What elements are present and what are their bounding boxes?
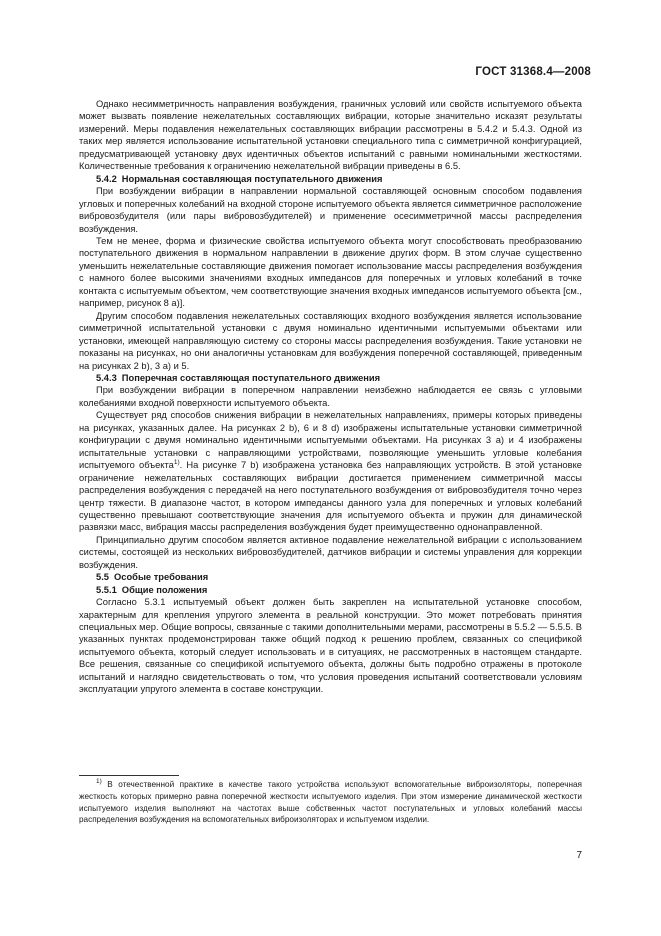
page-number: 7 [576, 850, 582, 861]
footnote-reference[interactable]: 1) [173, 459, 180, 467]
paragraph: Однако несимметричность направления возбуждения, граничных условий или свойств испытуемого объекта может вызвать появление нежелательных составляющих вибрации, которые значительно исказят результаты измерений. Меры подавления нежелательных составляющих вибрации рассмотрены в 5.4.2 и 5.4.3. Одной из таких мер является использование испытательной установки специального типа с симметричной конфигурацией, предусматривающей установку двух идентичных объектов испытаний с равными номинальными жесткостями. Количественные требования к ограничению нежелательной вибрации приведены в 6.5. [79, 99, 582, 172]
paragraph-text: . На рисунке 7 b) изображена установка без направляющих устройств. В этой установке ограничение нежелательных составляющих вибрации достигается применением симметричной массы распределения возбуждения с передачей на него поступательного возбуждения от вибровозбудителя точно через центр тяжести. В диапазоне частот, в котором импедансы данного узла для поперечных и угловых колебаний существенно превышают соответствующие значения для испытуемого объекта и пружин для динамической развязки масс, вибрация массы распределения возбуждения будет преимущественно однонаправленной. [79, 460, 582, 533]
document-header: ГОСТ 31368.4—2008 [475, 66, 591, 78]
section-number: 5.5.1 [96, 584, 117, 595]
section-title: Особые требования [114, 572, 209, 583]
section-heading-5-4-2 [79, 173, 582, 185]
paragraph: Другим способом подавления нежелательных составляющих входного возбуждения является использование симметричной испытательной установки с двумя номинально идентичными испытуемыми объектами или установки, имеющей направляющую систему со стороны массы распределения возбуждения. Такие установки не показаны на рисунках, но они аналогичны установкам для возбуждения поперечной составляющей, приведенным на рисунках 2 b), 3 а) и 5. [79, 310, 582, 371]
section-number: 5.4.3 [96, 372, 117, 383]
paragraph: Согласно 5.3.1 испытуемый объект должен быть закреплен на испытательной установке способом, характерным для крепления упругого элемента в реальной конструкции. Это может потребовать принятия специальных мер. Общие вопросы, связанные с такими дополнительными мерами, рассмотрены в 5.5.2 — 5.5.5. В указанных пунктах продемонстрирован также общий подход к решению проблем, связанных со спецификой испытуемого объекта, который следует использовать и в ситуациях, не рассмотренных в настоящем стандарте. Все решения, связанные со спецификой испытуемого объекта, должны быть подробно отражены в протоколе испытаний и наглядно свидетельствовать о том, что условия проведения испытаний соответствовали условиям эксплуатации упругого элемента в составе конструкции. [79, 597, 582, 695]
section-title: Нормальная составляющая поступательного движения [121, 173, 383, 184]
paragraph: При возбуждении вибрации в направлении нормальной составляющей основным способом подавления угловых и поперечных колебаний на входной стороне испытуемого объекта является симметричное расположение вибровозбудителя (или пары вибровозбудителей) и применение осесимметричной массы распределения возбуждения. [79, 186, 582, 234]
footnote-text [79, 779, 582, 826]
footnote-marker: 1) [96, 778, 102, 785]
footnote [79, 779, 582, 826]
section-title: Поперечная составляющая поступательного движения [121, 372, 381, 383]
paragraph: При возбуждении вибрации в поперечном направлении неизбежно наблюдается ее связь с угловыми колебаниями входной поверхности испытуемого объекта. [79, 385, 582, 408]
document-body [79, 98, 582, 696]
paragraph: Тем не менее, форма и физические свойства испытуемого объекта могут способствовать преобразованию поступательного движения в нормальном направлении в движение других форм. В этом случае существенно уменьшить нежелательные составляющие движения помогает использование массы распределения возбуждения с намного более высокими значениями входных импедансов для поперечных и угловых колебаний в точке контакта с испытуемым объектом, чем соответствующие значения входных импедансов испытуемого объекта [см., например, рисунок 8 а)]. [79, 235, 582, 309]
paragraph: Принципиально другим способом является активное подавление нежелательной вибрации с использованием системы, состоящей из нескольких вибровозбудителей, датчиков вибрации и системы управления для коррекции возбуждения. [79, 534, 582, 570]
section-number: 5.5 [96, 572, 109, 583]
paragraph-text: Существует ряд способов снижения вибрации в нежелательных направлениях, примеры которых приведены на рисунках, указанных далее. На рисунках 2 b), 6 и 8 d) изображены испытательные установки симметричной конфигурации с двумя номинально идентичными испытуемыми объектами. На рисунках 3 а) и 4 изображены испытательные установки с направляющими устройствами, позволяющие уменьшить угловые колебания испытуемого объекта [79, 410, 582, 471]
section-title: Общие положения [121, 584, 208, 595]
footnote-body: В отечественной практике в качестве такого устройства используют вспомогательные виброизоляторы, поперечная жесткость которых примерно равна поперечной жесткости испытуемого изделия. При этом измерение динамической жесткости испытуемого изделия выполняют на частотах выше собственных частот поступательных и угловых колебаний массы распределения возбуждения на вспомогательных виброизоляторах и испытуемом изделии. [79, 780, 582, 825]
section-heading-5-5-1 [79, 584, 582, 596]
section-heading-5-4-3 [79, 372, 582, 384]
paragraph [79, 409, 582, 534]
footnote-divider [79, 775, 179, 776]
section-number: 5.4.2 [96, 173, 117, 184]
section-heading-5-5 [79, 571, 582, 583]
